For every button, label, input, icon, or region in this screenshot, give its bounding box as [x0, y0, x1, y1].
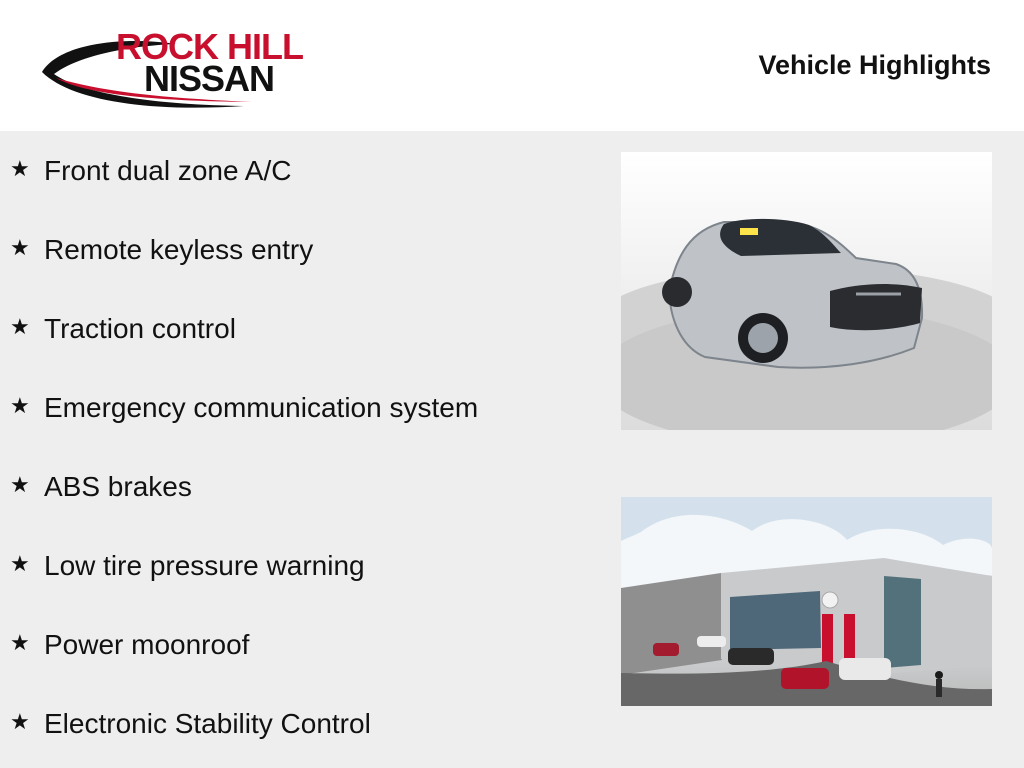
vehicle-highlights-list — [10, 152, 600, 768]
feature-text: Power moonroof — [44, 629, 250, 660]
feature-text: Emergency communication system — [44, 392, 479, 423]
page-title: Vehicle Highlights — [758, 50, 991, 80]
star-icon: ★ — [10, 630, 30, 655]
star-icon: ★ — [10, 709, 30, 734]
feature-item — [10, 231, 600, 310]
feature-text: Remote keyless entry — [44, 234, 314, 265]
feature-item — [10, 310, 600, 389]
feature-text: Front dual zone A/C — [44, 155, 292, 186]
star-icon: ★ — [10, 156, 30, 181]
feature-item — [10, 468, 600, 547]
logo-line-nissan: NISSAN — [144, 58, 275, 99]
feature-text: ABS brakes — [44, 471, 192, 502]
feature-item — [10, 626, 600, 705]
feature-item — [10, 547, 600, 626]
feature-item — [10, 389, 600, 468]
logo-line-rock-hill: ROCK HILL — [116, 26, 303, 67]
feature-item — [10, 152, 600, 231]
header — [0, 0, 1024, 131]
dealership-photo — [621, 497, 992, 706]
feature-text: Traction control — [44, 313, 236, 344]
star-icon: ★ — [10, 551, 30, 576]
star-icon: ★ — [10, 472, 30, 497]
feature-text: Electronic Stability Control — [44, 708, 371, 739]
feature-text: Low tire pressure warning — [44, 550, 365, 581]
vehicle-photo — [621, 152, 992, 430]
feature-item — [10, 705, 600, 768]
star-icon: ★ — [10, 314, 30, 339]
star-icon: ★ — [10, 393, 30, 418]
rock-hill-nissan-logo — [34, 24, 344, 110]
star-icon: ★ — [10, 235, 30, 260]
